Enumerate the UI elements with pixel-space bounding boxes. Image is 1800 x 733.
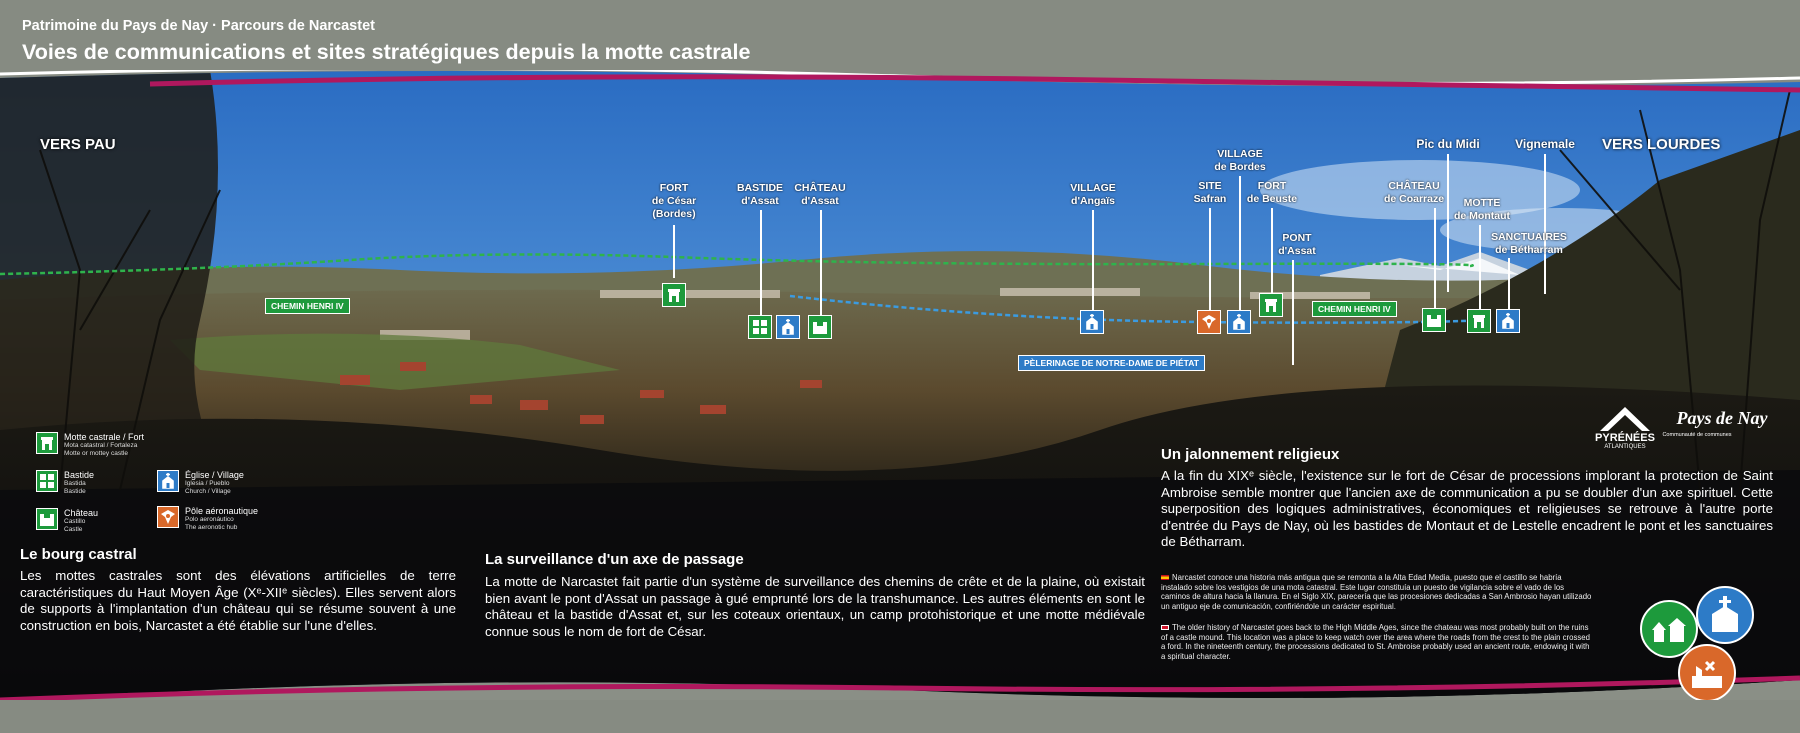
pin-village-angais (1092, 210, 1094, 310)
pin-chateau-assat (820, 210, 822, 315)
section-bourg-body: Les mottes castrales sont des élévations artificielles de terre caractéristiques du Haut Moyen Âge (Xᵉ-XIIᵉ siècles). Elles servent alors de supports à l'implantation d'un château qui se résume souvent à une construction en bois, Narcastet a été établie sur l'une d'elles. (20, 568, 456, 633)
section-religieux-body: A la fin du XIXᵉ siècle, l'existence sur le fort de César de processions implorant la protection de Saint Ambroise semble montrer que l'ancien axe de communication a pu se doubler d'un axe spirituel. Cette superposition des logiques administratives, économiques et religieuses se retrouve à l'autre porte d'entrée du Pays de Nay, où les bastides de Montaut et de Lestelle encadrent le pont et les sanctuaires de Bétharram. (1161, 468, 1773, 549)
legend-pole-icon (157, 506, 179, 528)
page-title: Voies de communications et sites stratégiques depuis la motte castrale (22, 40, 751, 64)
legend-pole: Pôle aéronautique Polo aeronáutico The aeronotic hub (157, 506, 258, 531)
pin-vignemale (1544, 154, 1546, 294)
section-religieux-en: The older history of Narcastet goes back to the High Middle Ages, since the chateau was most probably built on the ruins of a castle mound. This location was a place to keep watch over the area where the roads from the crest to the plain crossed a ford. In the nineteenth century, the processions dedicated to St. Ambroise probably used an ancient route, endowing it with a spiritual character. (1161, 623, 1590, 661)
pin-bastide-assat (760, 210, 762, 315)
motte-montaut-castle-icon (1467, 309, 1491, 333)
pyrenees-logo-text: PYRÉNÉES (1595, 432, 1655, 444)
pin-fort-cesar (673, 225, 675, 278)
church-assat-icon (776, 315, 800, 339)
landmark-chateau-coarraze: CHÂTEAU de Coarraze (1383, 180, 1445, 205)
section-surveillance-title: La surveillance d'un axe de passage (485, 551, 744, 568)
nay-logo-subtext: Communauté de communes (1662, 432, 1732, 438)
landmark-vignemale: Vignemale (1515, 137, 1575, 151)
legend-eglise: Église / Village Iglesia / Pueblo Church / Village (157, 470, 244, 495)
pin-motte-montaut (1479, 225, 1481, 309)
footer-band (0, 700, 1800, 733)
church-angais-icon (1080, 310, 1104, 334)
pyrenees-logo-subtext: ATLANTIQUES (1604, 444, 1646, 450)
church-betharram-icon (1496, 309, 1520, 333)
route-pelerinage: PÈLERINAGE DE NOTRE-DAME DE PIÉTAT (1018, 355, 1205, 371)
section-religieux-es: Narcastet conoce una historia más antigua que se remonta a la Alta Edad Media, puesto que el castillo se habría instalado sobre los vestigios de una mota catastral. Este lugar constituía un puesto de vigilancia sobre el vado de los caminos de altura hacia la llanura. En el Siglo XIX, parecería que las procesiones dedicadas a San Ambrosio hayan utilizado un antiguo eje de comunicación, confiriéndole un carácter espiritual. (1161, 573, 1592, 611)
route-henri-iv-right: CHEMIN HENRI IV (1312, 301, 1397, 317)
landmark-motte-montaut: MOTTE de Montaut (1454, 197, 1510, 222)
section-bourg-title: Le bourg castral (20, 546, 137, 563)
pin-pic-du-midi (1447, 154, 1449, 292)
pin-sanctuaires-betharram (1508, 258, 1510, 310)
pin-site-safran (1209, 208, 1211, 310)
fort-cesar-castle-icon (662, 283, 686, 307)
landmark-fort-cesar: FORT de César (Bordes) (651, 182, 697, 220)
legend-bastide-icon (36, 470, 58, 492)
spain-flag-icon (1161, 575, 1169, 580)
chateau-coarraze-castle-icon (1422, 308, 1446, 332)
route-henri-iv-left: CHEMIN HENRI IV (265, 298, 350, 314)
pyrenees-mountain-icon (1592, 405, 1658, 433)
nay-logo-text: Pays de Nay (1676, 408, 1768, 428)
church-bordes-icon (1227, 310, 1251, 334)
pin-pont-assat (1292, 260, 1294, 365)
chateau-assat-castle-icon (808, 315, 832, 339)
section-surveillance-body: La motte de Narcastet fait partie d'un système de surveillance des chemins de crête et de la plaine, où existait bien avant le pont d'Assat un passage à gué emprunté lors de la transhumance. Les autres éléments en sont le château et la bastide d'Assat et, sur les coteaux orientaux, un camp protohistorique et une motte médiévale connue sous le nom de fort de César. (485, 574, 1145, 639)
section-religieux-title: Un jalonnement religieux (1161, 446, 1340, 463)
direction-pau: VERS PAU (40, 136, 116, 153)
legend-motte-icon (36, 432, 58, 454)
legend-bastide: Bastide Bastida Bastide (36, 470, 94, 495)
landmark-fort-beuste: FORT de Beuste (1246, 180, 1298, 205)
landmark-pont-assat: PONT d'Assat (1278, 232, 1316, 257)
legend-chateau: Château Castillo Castle (36, 508, 98, 533)
page-subtitle: Patrimoine du Pays de Nay · Parcours de Narcastet (22, 18, 375, 34)
landmark-bastide-assat: BASTIDE d'Assat (736, 182, 784, 207)
heritage-church-badge-icon (1696, 586, 1754, 644)
landmark-site-safran: SITE Safran (1193, 180, 1227, 205)
bastide-assat-grid-icon (748, 315, 772, 339)
legend-eglise-icon (157, 470, 179, 492)
heritage-industry-badge-icon (1678, 644, 1736, 702)
landmark-village-bordes: VILLAGE de Bordes (1214, 148, 1266, 173)
landmark-pic-du-midi: Pic du Midi (1416, 137, 1480, 151)
landmark-village-angais: VILLAGE d'Angaïs (1070, 182, 1116, 207)
legend-chateau-icon (36, 508, 58, 530)
pin-chateau-coarraze (1434, 208, 1436, 308)
safran-aeronautic-icon (1197, 310, 1221, 334)
fort-beuste-castle-icon (1259, 293, 1283, 317)
landmark-chateau-assat: CHÂTEAU d'Assat (794, 182, 846, 207)
direction-lourdes: VERS LOURDES (1602, 136, 1721, 153)
landmark-sanctuaires-betharram: SANCTUAIRES de Bétharram (1491, 231, 1567, 256)
uk-flag-icon (1161, 625, 1169, 630)
legend-motte: Motte castrale / Fort Mota catastral / Fortaleza Motte or mottey castle (36, 432, 144, 457)
